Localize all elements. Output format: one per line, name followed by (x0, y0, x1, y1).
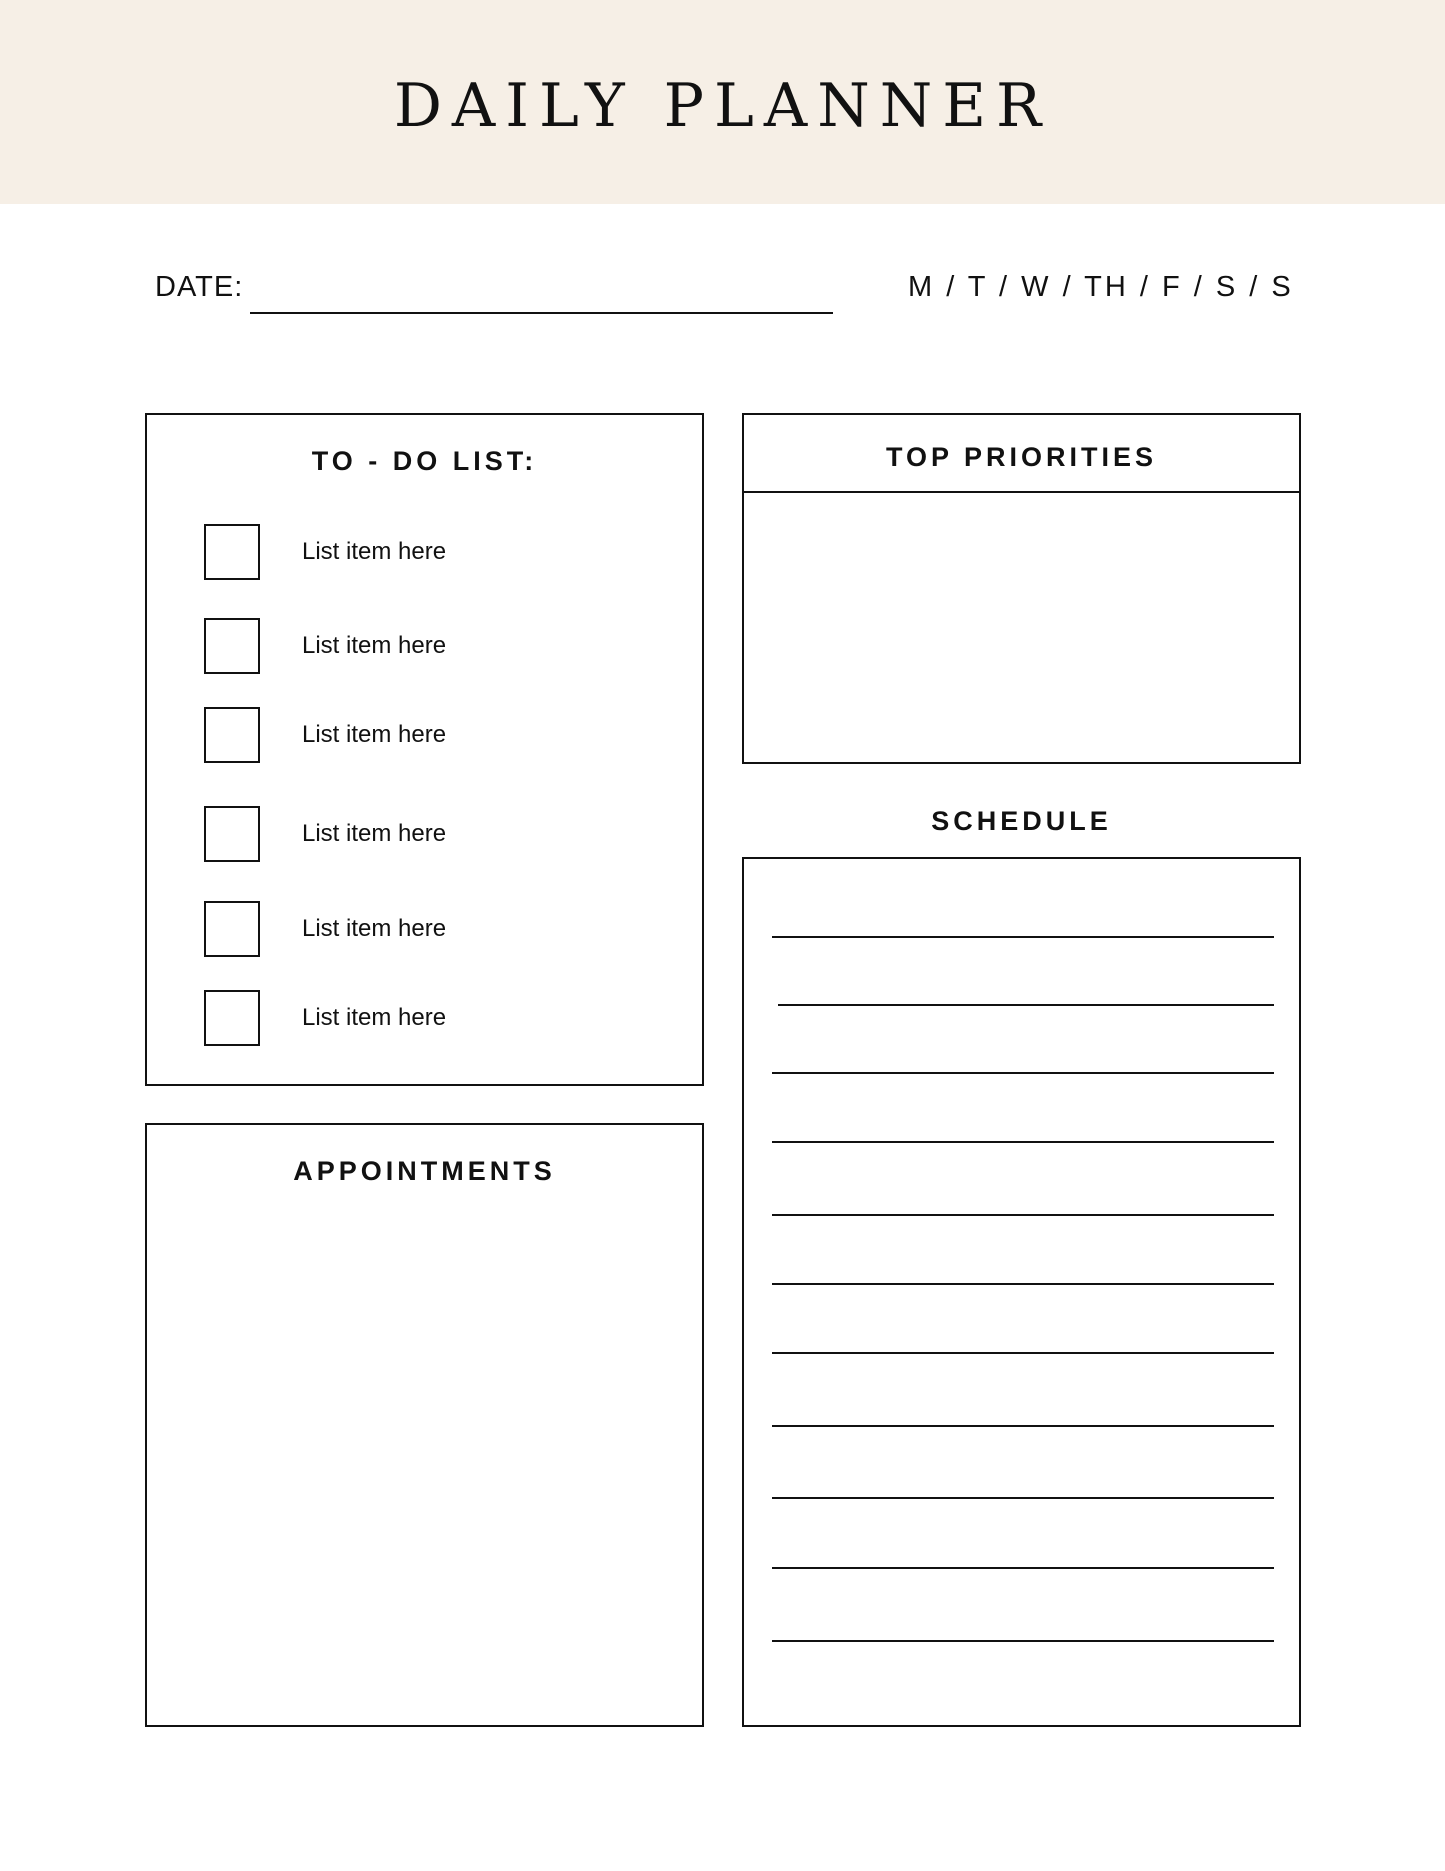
schedule-line[interactable] (772, 1425, 1274, 1427)
todo-item-label: List item here (302, 721, 447, 748)
todo-item-label: List item here (302, 632, 447, 659)
appointments-box (145, 1123, 704, 1727)
schedule-line[interactable] (772, 936, 1274, 938)
schedule-line[interactable] (772, 1214, 1274, 1216)
schedule-title: SCHEDULE (931, 806, 1112, 836)
todo-checkbox[interactable] (204, 806, 260, 862)
schedule-line[interactable] (772, 1141, 1274, 1143)
todo-item-label: List item here (302, 915, 447, 942)
todo-item (204, 990, 684, 1046)
todo-item (204, 524, 684, 580)
todo-item (204, 707, 684, 763)
schedule-box (742, 857, 1301, 1727)
schedule-line[interactable] (772, 1072, 1274, 1074)
schedule-line[interactable] (772, 1283, 1274, 1285)
schedule-line[interactable] (772, 1567, 1274, 1569)
todo-list-title: TO - DO LIST: (311, 446, 538, 476)
todo-item-label: List item here (302, 820, 447, 847)
appointments-writing-area[interactable] (147, 1205, 702, 1725)
todo-item-label: List item here (302, 1004, 447, 1031)
top-priorities-title: TOP PRIORITIES (885, 442, 1158, 472)
weekday-selector[interactable]: M / T / W / TH / F / S / S (908, 271, 1294, 303)
todo-checkbox[interactable] (204, 901, 260, 957)
date-label: DATE: (155, 271, 244, 303)
schedule-line[interactable] (772, 1640, 1274, 1642)
top-priorities-box (742, 413, 1301, 764)
todo-checkbox[interactable] (204, 524, 260, 580)
todo-item (204, 806, 684, 862)
schedule-line[interactable] (772, 1352, 1274, 1354)
schedule-line[interactable] (778, 1004, 1274, 1006)
todo-item (204, 901, 684, 957)
todo-item (204, 618, 684, 674)
todo-checkbox[interactable] (204, 990, 260, 1046)
top-priorities-writing-area[interactable] (744, 493, 1299, 762)
appointments-title: APPOINTMENTS (293, 1156, 556, 1186)
todo-item-label: List item here (302, 538, 447, 565)
todo-checkbox[interactable] (204, 618, 260, 674)
date-input-line[interactable] (250, 312, 833, 314)
header-band (0, 0, 1445, 204)
schedule-line[interactable] (772, 1497, 1274, 1499)
page-title: DAILY PLANNER (393, 71, 1052, 141)
todo-checkbox[interactable] (204, 707, 260, 763)
todo-list-box (145, 413, 704, 1086)
